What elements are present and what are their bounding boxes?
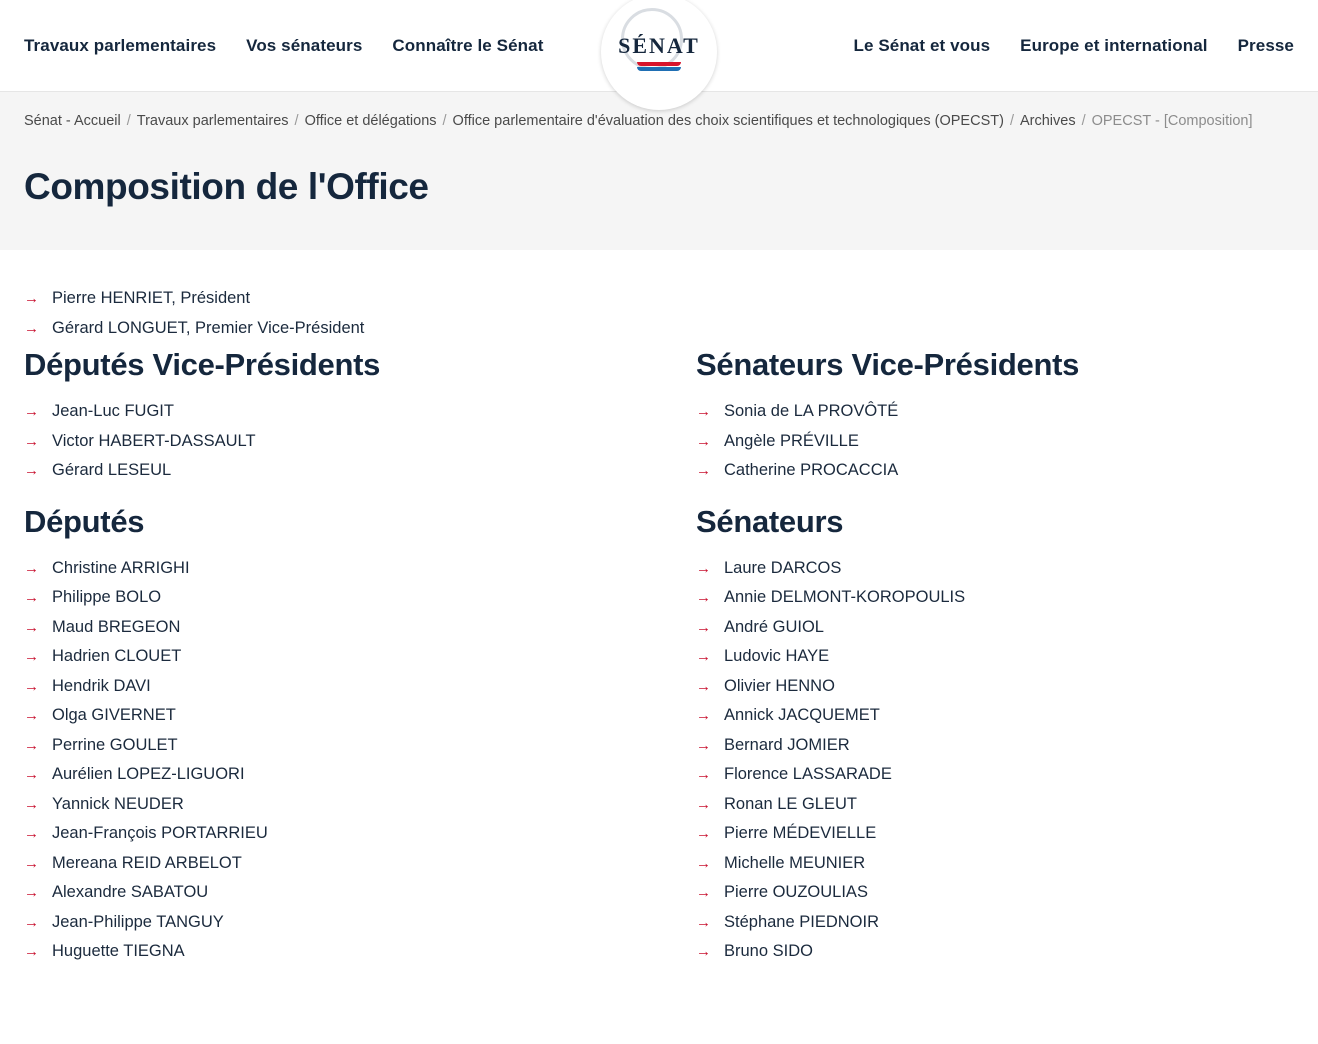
- section-deputes: [24, 486, 696, 967]
- list-item[interactable]: [24, 613, 696, 643]
- logo-accent-icon: [637, 62, 681, 76]
- section-senateurs: [696, 486, 1294, 967]
- list-item[interactable]: [696, 672, 1294, 702]
- list-item[interactable]: [696, 731, 1294, 761]
- member-name[interactable]: Annick JACQUEMET: [724, 706, 880, 724]
- list-item[interactable]: [24, 760, 696, 790]
- arrow-icon: →: [696, 943, 711, 960]
- list-item[interactable]: [696, 819, 1294, 849]
- arrow-icon: →: [24, 736, 39, 754]
- list-item[interactable]: [696, 583, 1294, 613]
- arrow-icon: →: [696, 736, 711, 754]
- member-name[interactable]: Angèle PRÉVILLE: [724, 431, 859, 450]
- arrow-icon: →: [696, 707, 711, 724]
- breadcrumb-separator: /: [442, 113, 447, 129]
- member-name[interactable]: Hadrien CLOUET: [52, 647, 182, 665]
- composition-columns: [24, 343, 1294, 967]
- arrow-icon: →: [696, 648, 711, 665]
- list-item[interactable]: [24, 878, 696, 908]
- member-name[interactable]: Mereana REID ARBELOT: [52, 853, 242, 872]
- list-item[interactable]: [24, 583, 696, 613]
- arrow-icon: →: [24, 677, 39, 695]
- member-name[interactable]: Huguette TIEGNA: [52, 942, 185, 960]
- list-item[interactable]: [24, 314, 1294, 344]
- breadcrumb-item-archives[interactable]: Archives: [1019, 113, 1076, 129]
- arrow-icon: →: [696, 403, 711, 420]
- section-heading: Sénateurs: [696, 503, 844, 539]
- arrow-icon: →: [24, 913, 39, 931]
- member-name[interactable]: Olivier HENNO: [724, 676, 835, 695]
- section-heading: Sénateurs Vice-Présidents: [696, 347, 1080, 382]
- section-heading: Députés: [24, 503, 145, 539]
- arrow-icon: →: [24, 825, 39, 842]
- member-name[interactable]: Jean-Luc FUGIT: [52, 402, 174, 420]
- breadcrumb-separator: /: [1009, 113, 1014, 129]
- page-content: [0, 250, 1318, 1007]
- breadcrumb-item-accueil[interactable]: Sénat - Accueil: [24, 113, 121, 129]
- member-name[interactable]: Ronan LE GLEUT: [724, 794, 857, 813]
- member-name[interactable]: Stéphane PIEDNOIR: [724, 912, 879, 931]
- logo-inner: [613, 6, 705, 98]
- member-name[interactable]: Ludovic HAYE: [724, 647, 830, 665]
- list-item[interactable]: [696, 554, 1294, 584]
- primary-nav-right: [853, 36, 1294, 56]
- arrow-icon: →: [24, 648, 39, 665]
- member-name[interactable]: Jean-François PORTARRIEU: [52, 824, 268, 842]
- deputes-list: [24, 554, 696, 967]
- senateurs-list: [696, 554, 1294, 967]
- nav-item-europe-et-international[interactable]: Europe et international: [1020, 35, 1208, 55]
- list-item[interactable]: [696, 397, 1294, 427]
- arrow-icon: →: [696, 795, 711, 813]
- breadcrumb: [24, 110, 1294, 132]
- list-item[interactable]: [696, 456, 1294, 486]
- member-name[interactable]: Alexandre SABATOU: [52, 883, 209, 901]
- arrow-icon: →: [24, 943, 39, 960]
- breadcrumb-item-office-delegations[interactable]: Office et délégations: [304, 113, 437, 129]
- list-item[interactable]: [696, 613, 1294, 643]
- arrow-icon: →: [696, 766, 711, 783]
- primary-nav-left: [24, 36, 543, 56]
- nav-item-connaitre-le-senat[interactable]: Connaître le Sénat: [392, 35, 544, 55]
- member-name[interactable]: Hendrik DAVI: [52, 676, 151, 695]
- arrow-icon: →: [696, 432, 711, 450]
- list-item[interactable]: [24, 849, 696, 879]
- list-item[interactable]: [24, 427, 696, 457]
- member-name[interactable]: Bernard JOMIER: [724, 735, 850, 754]
- breadcrumb-separator: /: [1081, 113, 1086, 129]
- arrow-icon: →: [696, 677, 711, 695]
- list-item[interactable]: [24, 701, 696, 731]
- member-name[interactable]: Yannick NEUDER: [52, 794, 184, 813]
- list-item[interactable]: [696, 878, 1294, 908]
- section-senateurs-vice-presidents: [696, 343, 1294, 486]
- member-name[interactable]: Bruno SIDO: [724, 942, 813, 960]
- nav-item-vos-senateurs[interactable]: Vos sénateurs: [246, 35, 363, 55]
- arrow-icon: →: [24, 854, 39, 872]
- arrow-icon: →: [24, 319, 39, 337]
- member-name[interactable]: Florence LASSARADE: [724, 765, 892, 783]
- arrow-icon: →: [696, 825, 711, 842]
- site-header: [0, 0, 1318, 92]
- list-item[interactable]: [696, 908, 1294, 938]
- senateurs-vp-list: [696, 397, 1294, 486]
- member-name[interactable]: Pierre HENRIET, Président: [52, 289, 251, 307]
- section-heading: Députés Vice-Présidents: [24, 347, 381, 382]
- breadcrumb-item-travaux[interactable]: Travaux parlementaires: [136, 113, 289, 129]
- member-name[interactable]: Philippe BOLO: [52, 588, 162, 606]
- list-item[interactable]: [24, 397, 696, 427]
- deputes-vp-list: [24, 397, 696, 486]
- arrow-icon: →: [24, 462, 39, 479]
- arrow-icon: →: [24, 795, 39, 813]
- office-leadership-list: [24, 284, 1294, 343]
- breadcrumb-current: OPECST - [Composition]: [1091, 113, 1253, 129]
- arrow-icon: →: [24, 403, 39, 420]
- arrow-icon: →: [696, 884, 711, 901]
- arrow-icon: →: [24, 589, 39, 606]
- list-item[interactable]: [24, 937, 696, 967]
- member-name[interactable]: Catherine PROCACCIA: [724, 461, 899, 479]
- member-name[interactable]: Gérard LESEUL: [52, 461, 172, 479]
- arrow-icon: →: [696, 589, 711, 606]
- section-deputes-vice-presidents: [24, 343, 696, 486]
- list-item[interactable]: [696, 937, 1294, 967]
- page-title: Composition de l'Office: [24, 166, 429, 207]
- nav-item-presse[interactable]: Presse: [1237, 35, 1294, 55]
- logo-text: SÉNAT: [618, 32, 700, 58]
- member-name[interactable]: Perrine GOULET: [52, 735, 178, 754]
- list-item[interactable]: [24, 672, 696, 702]
- arrow-icon: →: [696, 913, 711, 931]
- arrow-icon: →: [696, 618, 711, 636]
- member-name[interactable]: Sonia de LA PROVÔTÉ: [724, 402, 899, 420]
- breadcrumb-separator: /: [294, 113, 299, 129]
- list-item[interactable]: [24, 642, 696, 672]
- page-title-band: [0, 132, 1318, 250]
- arrow-icon: →: [696, 559, 711, 577]
- nav-item-le-senat-et-vous[interactable]: Le Sénat et vous: [853, 35, 991, 55]
- senat-logo[interactable]: [601, 0, 717, 110]
- arrow-icon: →: [24, 766, 39, 783]
- list-item[interactable]: [696, 849, 1294, 879]
- list-item[interactable]: [696, 427, 1294, 457]
- arrow-icon: →: [696, 462, 711, 479]
- member-name[interactable]: Olga GIVERNET: [52, 706, 176, 724]
- list-item[interactable]: [24, 819, 696, 849]
- breadcrumb-item-opecst[interactable]: Office parlementaire d'évaluation des choix scientifiques et technologiques (OPECST): [452, 113, 1004, 129]
- list-item[interactable]: [696, 790, 1294, 820]
- member-name[interactable]: Michelle MEUNIER: [724, 853, 866, 872]
- list-item[interactable]: [24, 790, 696, 820]
- list-item[interactable]: [24, 456, 696, 486]
- list-item[interactable]: [24, 284, 1294, 314]
- list-item[interactable]: [24, 554, 696, 584]
- arrow-icon: →: [696, 854, 711, 872]
- breadcrumb-separator: /: [126, 113, 131, 129]
- member-name[interactable]: Gérard LONGUET, Premier Vice-Président: [52, 318, 365, 337]
- arrow-icon: →: [24, 432, 39, 450]
- arrow-icon: →: [24, 884, 39, 901]
- member-name[interactable]: Aurélien LOPEZ-LIGUORI: [52, 765, 245, 783]
- arrow-icon: →: [24, 618, 39, 636]
- arrow-icon: →: [24, 707, 39, 724]
- member-name[interactable]: Annie DELMONT-KOROPOULIS: [724, 588, 966, 606]
- list-item[interactable]: [696, 760, 1294, 790]
- list-item[interactable]: [696, 701, 1294, 731]
- arrow-icon: →: [24, 559, 39, 577]
- list-item[interactable]: [24, 731, 696, 761]
- member-name[interactable]: Jean-Philippe TANGUY: [52, 912, 224, 931]
- member-name[interactable]: Pierre MÉDEVIELLE: [724, 824, 877, 842]
- member-name[interactable]: Christine ARRIGHI: [52, 558, 190, 577]
- member-name[interactable]: Maud BREGEON: [52, 617, 181, 636]
- arrow-icon: →: [24, 290, 39, 307]
- nav-item-travaux-parlementaires[interactable]: Travaux parlementaires: [24, 35, 217, 55]
- member-name[interactable]: Laure DARCOS: [724, 558, 842, 577]
- list-item[interactable]: [696, 642, 1294, 672]
- member-name[interactable]: Victor HABERT-DASSAULT: [52, 431, 256, 450]
- list-item[interactable]: [24, 908, 696, 938]
- member-name[interactable]: Pierre OUZOULIAS: [724, 883, 868, 901]
- member-name[interactable]: André GUIOL: [724, 617, 824, 636]
